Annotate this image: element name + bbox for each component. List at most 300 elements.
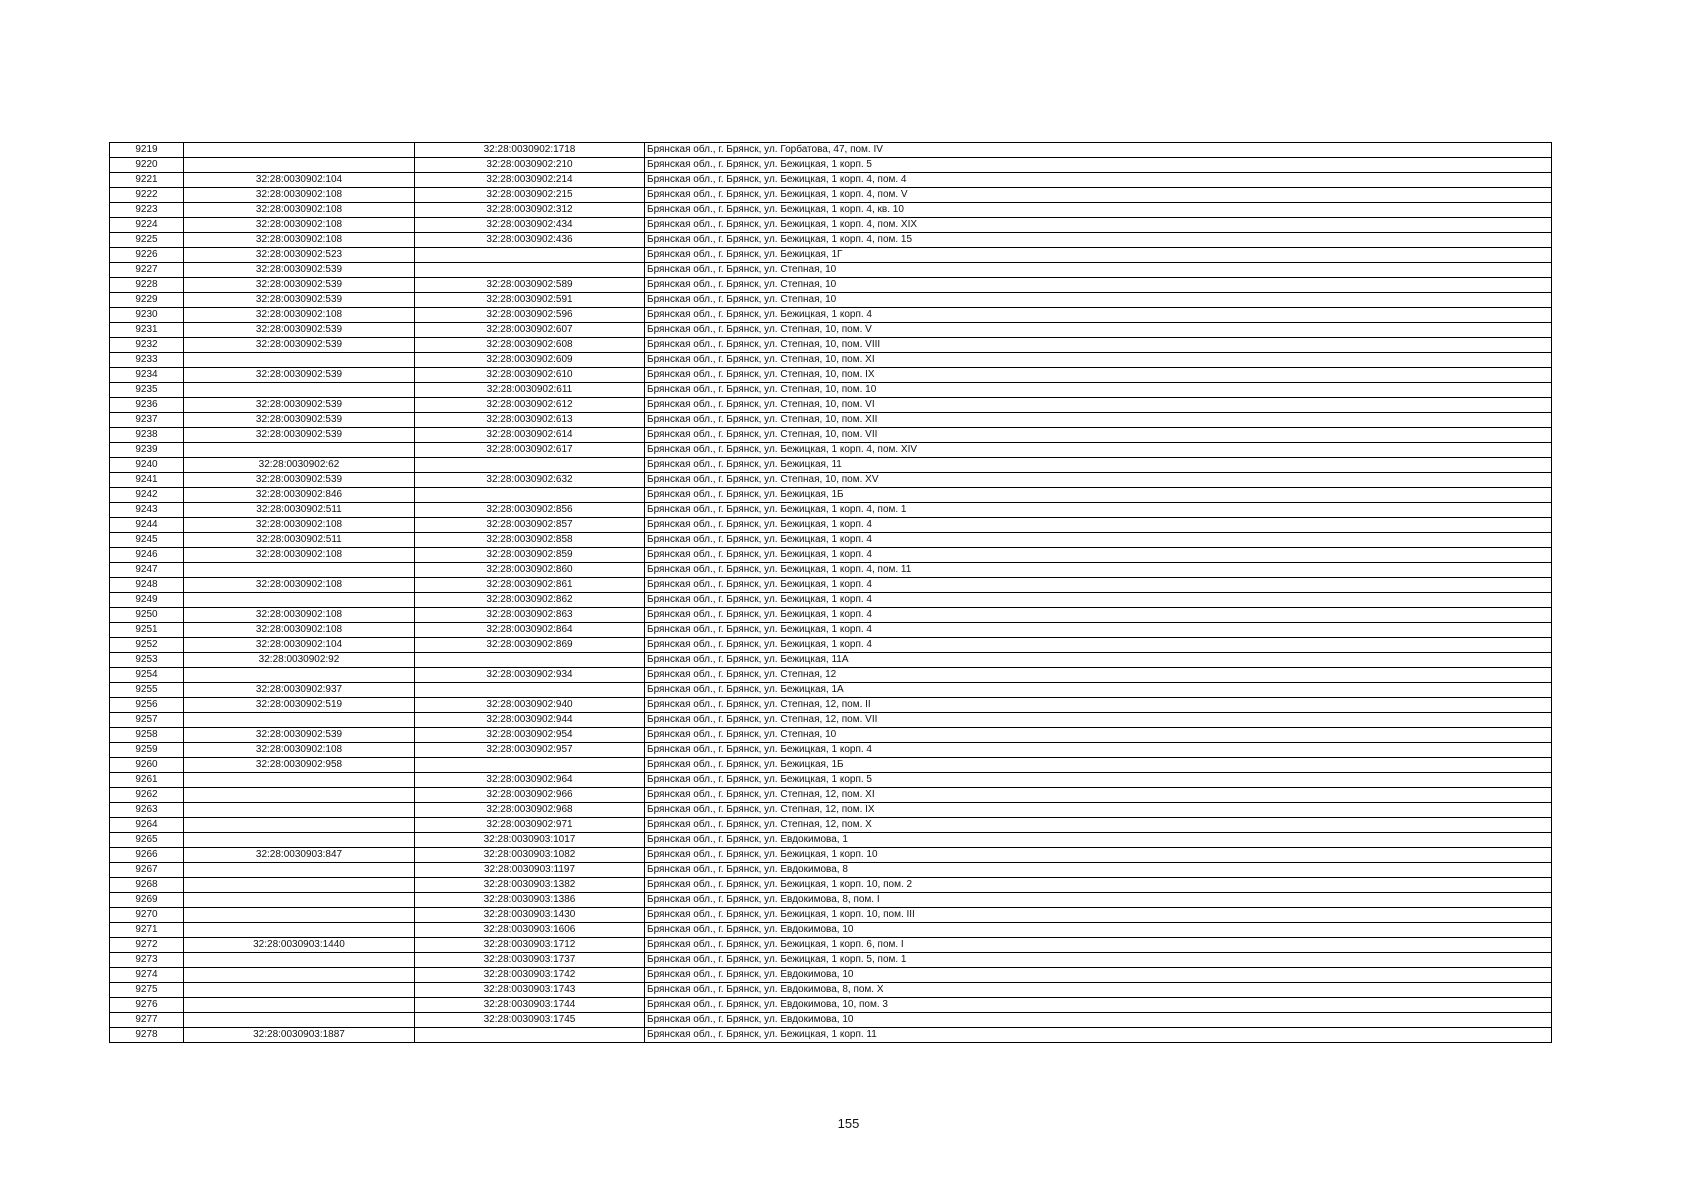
table-row — [110, 908, 1552, 923]
address-cell: Брянская обл., г. Брянск, ул. Бежицкая, 1 корп. 5 — [645, 773, 1552, 788]
address-cell: Брянская обл., г. Брянск, ул. Бежицкая, 1Б — [645, 758, 1552, 773]
cadastral-number-cell: 32:28:0030902:612 — [415, 398, 645, 413]
row-number-cell: 9240 — [110, 458, 184, 473]
address-cell: Брянская обл., г. Брянск, ул. Бежицкая, 1 корп. 10, пом. III — [645, 908, 1552, 923]
cadastral-number-cell: 32:28:0030902:436 — [415, 233, 645, 248]
row-number-cell: 9232 — [110, 338, 184, 353]
parent-cadastral-cell: 32:28:0030902:108 — [184, 308, 415, 323]
address-cell: Брянская обл., г. Брянск, ул. Евдокимова, 10, пом. 3 — [645, 998, 1552, 1013]
cadastral-number-cell: 32:28:0030902:609 — [415, 353, 645, 368]
table-row — [110, 278, 1552, 293]
cadastral-number-cell: 32:28:0030903:1017 — [415, 833, 645, 848]
cadastral-number-cell: 32:28:0030902:611 — [415, 383, 645, 398]
row-number-cell: 9248 — [110, 578, 184, 593]
row-number-cell: 9263 — [110, 803, 184, 818]
address-cell: Брянская обл., г. Брянск, ул. Бежицкая, 1 корп. 4 — [645, 533, 1552, 548]
table-row — [110, 293, 1552, 308]
table-body — [110, 143, 1552, 1043]
row-number-cell: 9254 — [110, 668, 184, 683]
table-row — [110, 878, 1552, 893]
cadastral-number-cell — [415, 758, 645, 773]
address-cell: Брянская обл., г. Брянск, ул. Бежицкая, 1 корп. 4, пом. 4 — [645, 173, 1552, 188]
row-number-cell: 9235 — [110, 383, 184, 398]
address-cell: Брянская обл., г. Брянск, ул. Степная, 12, пом. IX — [645, 803, 1552, 818]
table-row — [110, 953, 1552, 968]
address-cell: Брянская обл., г. Брянск, ул. Степная, 12 — [645, 668, 1552, 683]
table-row — [110, 533, 1552, 548]
parent-cadastral-cell — [184, 383, 415, 398]
address-cell: Брянская обл., г. Брянск, ул. Степная, 10, пом. XII — [645, 413, 1552, 428]
row-number-cell: 9244 — [110, 518, 184, 533]
cadastral-number-cell: 32:28:0030902:944 — [415, 713, 645, 728]
table-row — [110, 713, 1552, 728]
table-row — [110, 398, 1552, 413]
table-row — [110, 203, 1552, 218]
cadastral-number-cell: 32:28:0030902:632 — [415, 473, 645, 488]
table-row — [110, 353, 1552, 368]
cadastral-number-cell: 32:28:0030902:856 — [415, 503, 645, 518]
parent-cadastral-cell: 32:28:0030902:539 — [184, 473, 415, 488]
address-cell: Брянская обл., г. Брянск, ул. Степная, 12, пом. XI — [645, 788, 1552, 803]
parent-cadastral-cell: 32:28:0030902:539 — [184, 368, 415, 383]
row-number-cell: 9257 — [110, 713, 184, 728]
address-cell: Брянская обл., г. Брянск, ул. Степная, 12, пом. X — [645, 818, 1552, 833]
parent-cadastral-cell: 32:28:0030902:523 — [184, 248, 415, 263]
parent-cadastral-cell: 32:28:0030902:539 — [184, 263, 415, 278]
row-number-cell: 9242 — [110, 488, 184, 503]
table-row — [110, 743, 1552, 758]
parent-cadastral-cell — [184, 818, 415, 833]
parent-cadastral-cell: 32:28:0030902:511 — [184, 503, 415, 518]
cadastral-number-cell: 32:28:0030902:864 — [415, 623, 645, 638]
address-cell: Брянская обл., г. Брянск, ул. Степная, 12, пом. II — [645, 698, 1552, 713]
address-cell: Брянская обл., г. Брянск, ул. Бежицкая, 1 корп. 4 — [645, 608, 1552, 623]
address-cell: Брянская обл., г. Брянск, ул. Бежицкая, 1 корп. 11 — [645, 1028, 1552, 1043]
table-row — [110, 758, 1552, 773]
cadastral-number-cell: 32:28:0030903:1737 — [415, 953, 645, 968]
parent-cadastral-cell — [184, 908, 415, 923]
parent-cadastral-cell — [184, 443, 415, 458]
cadastral-number-cell: 32:28:0030902:608 — [415, 338, 645, 353]
row-number-cell: 9259 — [110, 743, 184, 758]
address-cell: Брянская обл., г. Брянск, ул. Бежицкая, 11А — [645, 653, 1552, 668]
table-row — [110, 503, 1552, 518]
parent-cadastral-cell — [184, 968, 415, 983]
row-number-cell: 9220 — [110, 158, 184, 173]
cadastral-number-cell: 32:28:0030902:940 — [415, 698, 645, 713]
table-row — [110, 668, 1552, 683]
row-number-cell: 9274 — [110, 968, 184, 983]
address-cell: Брянская обл., г. Брянск, ул. Бежицкая, 1 корп. 4, пом. V — [645, 188, 1552, 203]
parent-cadastral-cell: 32:28:0030902:104 — [184, 638, 415, 653]
table-row — [110, 263, 1552, 278]
table-row — [110, 923, 1552, 938]
cadastral-number-cell: 32:28:0030902:869 — [415, 638, 645, 653]
address-cell: Брянская обл., г. Брянск, ул. Бежицкая, 1 корп. 10, пом. 2 — [645, 878, 1552, 893]
cadastral-number-cell: 32:28:0030903:1386 — [415, 893, 645, 908]
table-row — [110, 938, 1552, 953]
address-cell: Брянская обл., г. Брянск, ул. Степная, 10, пом. IX — [645, 368, 1552, 383]
address-cell: Брянская обл., г. Брянск, ул. Степная, 10, пом. V — [645, 323, 1552, 338]
row-number-cell: 9245 — [110, 533, 184, 548]
address-cell: Брянская обл., г. Брянск, ул. Бежицкая, 1 корп. 5 — [645, 158, 1552, 173]
row-number-cell: 9237 — [110, 413, 184, 428]
cadastral-number-cell: 32:28:0030902:859 — [415, 548, 645, 563]
row-number-cell: 9260 — [110, 758, 184, 773]
parent-cadastral-cell — [184, 158, 415, 173]
row-number-cell: 9250 — [110, 608, 184, 623]
address-cell: Брянская обл., г. Брянск, ул. Бежицкая, 1 корп. 4, пом. XIX — [645, 218, 1552, 233]
row-number-cell: 9267 — [110, 863, 184, 878]
row-number-cell: 9262 — [110, 788, 184, 803]
parent-cadastral-cell: 32:28:0030902:108 — [184, 578, 415, 593]
cadastral-number-cell: 32:28:0030902:964 — [415, 773, 645, 788]
address-cell: Брянская обл., г. Брянск, ул. Евдокимова, 8, пом. X — [645, 983, 1552, 998]
table-row — [110, 1013, 1552, 1028]
cadastral-number-cell — [415, 458, 645, 473]
address-cell: Брянская обл., г. Брянск, ул. Евдокимова, 10 — [645, 923, 1552, 938]
cadastral-number-cell: 32:28:0030902:215 — [415, 188, 645, 203]
parent-cadastral-cell — [184, 668, 415, 683]
row-number-cell: 9255 — [110, 683, 184, 698]
table-row — [110, 188, 1552, 203]
cadastral-number-cell: 32:28:0030902:312 — [415, 203, 645, 218]
row-number-cell: 9222 — [110, 188, 184, 203]
page-number: 155 — [837, 1116, 860, 1131]
cadastral-number-cell: 32:28:0030902:589 — [415, 278, 645, 293]
table-row — [110, 383, 1552, 398]
cadastral-number-cell: 32:28:0030902:858 — [415, 533, 645, 548]
row-number-cell: 9275 — [110, 983, 184, 998]
cadastral-number-cell: 32:28:0030902:857 — [415, 518, 645, 533]
parent-cadastral-cell — [184, 593, 415, 608]
row-number-cell: 9233 — [110, 353, 184, 368]
address-cell: Брянская обл., г. Брянск, ул. Степная, 10, пом. XV — [645, 473, 1552, 488]
cadastral-number-cell: 32:28:0030902:863 — [415, 608, 645, 623]
row-number-cell: 9277 — [110, 1013, 184, 1028]
address-cell: Брянская обл., г. Брянск, ул. Степная, 10, пом. VII — [645, 428, 1552, 443]
table-row — [110, 413, 1552, 428]
parent-cadastral-cell: 32:28:0030902:92 — [184, 653, 415, 668]
row-number-cell: 9243 — [110, 503, 184, 518]
parent-cadastral-cell — [184, 1013, 415, 1028]
table-row — [110, 488, 1552, 503]
row-number-cell: 9219 — [110, 143, 184, 158]
table-row — [110, 248, 1552, 263]
row-number-cell: 9265 — [110, 833, 184, 848]
table-row — [110, 773, 1552, 788]
row-number-cell: 9236 — [110, 398, 184, 413]
row-number-cell: 9273 — [110, 953, 184, 968]
address-cell: Брянская обл., г. Брянск, ул. Степная, 10, пом. VIII — [645, 338, 1552, 353]
cadastral-number-cell: 32:28:0030902:617 — [415, 443, 645, 458]
parent-cadastral-cell — [184, 863, 415, 878]
address-cell: Брянская обл., г. Брянск, ул. Евдокимова, 10 — [645, 968, 1552, 983]
parent-cadastral-cell: 32:28:0030902:539 — [184, 338, 415, 353]
parent-cadastral-cell: 32:28:0030902:539 — [184, 413, 415, 428]
parent-cadastral-cell — [184, 878, 415, 893]
address-cell: Брянская обл., г. Брянск, ул. Евдокимова, 1 — [645, 833, 1552, 848]
address-cell: Брянская обл., г. Брянск, ул. Горбатова, 47, пом. IV — [645, 143, 1552, 158]
row-number-cell: 9231 — [110, 323, 184, 338]
parent-cadastral-cell: 32:28:0030903:1440 — [184, 938, 415, 953]
row-number-cell: 9269 — [110, 893, 184, 908]
cadastral-number-cell: 32:28:0030903:1742 — [415, 968, 645, 983]
parent-cadastral-cell: 32:28:0030902:539 — [184, 278, 415, 293]
row-number-cell: 9238 — [110, 428, 184, 443]
row-number-cell: 9278 — [110, 1028, 184, 1043]
parent-cadastral-cell — [184, 923, 415, 938]
address-cell: Брянская обл., г. Брянск, ул. Степная, 10, пом. XI — [645, 353, 1552, 368]
cadastral-number-cell: 32:28:0030902:954 — [415, 728, 645, 743]
row-number-cell: 9225 — [110, 233, 184, 248]
table-row — [110, 563, 1552, 578]
parent-cadastral-cell: 32:28:0030902:108 — [184, 743, 415, 758]
parent-cadastral-cell: 32:28:0030902:846 — [184, 488, 415, 503]
parent-cadastral-cell: 32:28:0030902:108 — [184, 623, 415, 638]
table-row — [110, 233, 1552, 248]
table-row — [110, 428, 1552, 443]
table-row — [110, 998, 1552, 1013]
table-row — [110, 653, 1552, 668]
row-number-cell: 9239 — [110, 443, 184, 458]
cadastral-number-cell: 32:28:0030902:613 — [415, 413, 645, 428]
parent-cadastral-cell — [184, 713, 415, 728]
address-cell: Брянская обл., г. Брянск, ул. Бежицкая, 1Б — [645, 488, 1552, 503]
cadastral-number-cell: 32:28:0030902:934 — [415, 668, 645, 683]
parent-cadastral-cell: 32:28:0030903:847 — [184, 848, 415, 863]
address-cell: Брянская обл., г. Брянск, ул. Бежицкая, 1 корп. 4 — [645, 743, 1552, 758]
address-cell: Брянская обл., г. Брянск, ул. Бежицкая, 1 корп. 4, пом. 11 — [645, 563, 1552, 578]
parent-cadastral-cell: 32:28:0030902:108 — [184, 608, 415, 623]
parent-cadastral-cell: 32:28:0030902:539 — [184, 398, 415, 413]
table-row — [110, 893, 1552, 908]
row-number-cell: 9229 — [110, 293, 184, 308]
table-row — [110, 608, 1552, 623]
address-cell: Брянская обл., г. Брянск, ул. Бежицкая, 1 корп. 4 — [645, 578, 1552, 593]
parent-cadastral-cell — [184, 803, 415, 818]
parent-cadastral-cell: 32:28:0030902:511 — [184, 533, 415, 548]
address-cell: Брянская обл., г. Брянск, ул. Бежицкая, 1А — [645, 683, 1552, 698]
parent-cadastral-cell — [184, 893, 415, 908]
table-row — [110, 833, 1552, 848]
address-cell: Брянская обл., г. Брянск, ул. Бежицкая, 1 корп. 4 — [645, 593, 1552, 608]
table-row — [110, 698, 1552, 713]
address-cell: Брянская обл., г. Брянск, ул. Евдокимова, 8 — [645, 863, 1552, 878]
address-cell: Брянская обл., г. Брянск, ул. Евдокимова, 10 — [645, 1013, 1552, 1028]
parent-cadastral-cell — [184, 563, 415, 578]
row-number-cell: 9271 — [110, 923, 184, 938]
row-number-cell: 9246 — [110, 548, 184, 563]
row-number-cell: 9276 — [110, 998, 184, 1013]
row-number-cell: 9247 — [110, 563, 184, 578]
row-number-cell: 9256 — [110, 698, 184, 713]
address-cell: Брянская обл., г. Брянск, ул. Бежицкая, 1 корп. 4 — [645, 623, 1552, 638]
row-number-cell: 9226 — [110, 248, 184, 263]
address-cell: Брянская обл., г. Брянск, ул. Бежицкая, 1 корп. 4, пом. 15 — [645, 233, 1552, 248]
address-cell: Брянская обл., г. Брянск, ул. Степная, 12, пом. VII — [645, 713, 1552, 728]
parent-cadastral-cell: 32:28:0030902:539 — [184, 728, 415, 743]
cadastral-number-cell: 32:28:0030902:591 — [415, 293, 645, 308]
parent-cadastral-cell: 32:28:0030902:104 — [184, 173, 415, 188]
row-number-cell: 9258 — [110, 728, 184, 743]
table-row — [110, 173, 1552, 188]
row-number-cell: 9227 — [110, 263, 184, 278]
cadastral-number-cell — [415, 1028, 645, 1043]
row-number-cell: 9224 — [110, 218, 184, 233]
address-cell: Брянская обл., г. Брянск, ул. Степная, 10 — [645, 263, 1552, 278]
address-cell: Брянская обл., г. Брянск, ул. Бежицкая, 11 — [645, 458, 1552, 473]
table-row — [110, 1028, 1552, 1043]
cadastral-number-cell: 32:28:0030902:957 — [415, 743, 645, 758]
address-cell: Брянская обл., г. Брянск, ул. Бежицкая, 1 корп. 4, пом. 1 — [645, 503, 1552, 518]
table-row — [110, 308, 1552, 323]
table-row — [110, 803, 1552, 818]
table-row — [110, 518, 1552, 533]
row-number-cell: 9270 — [110, 908, 184, 923]
address-cell: Брянская обл., г. Брянск, ул. Степная, 10 — [645, 278, 1552, 293]
parent-cadastral-cell: 32:28:0030902:937 — [184, 683, 415, 698]
cadastral-number-cell: 32:28:0030902:607 — [415, 323, 645, 338]
cadastral-number-cell: 32:28:0030903:1197 — [415, 863, 645, 878]
address-cell: Брянская обл., г. Брянск, ул. Степная, 10 — [645, 293, 1552, 308]
table-row — [110, 818, 1552, 833]
address-cell: Брянская обл., г. Брянск, ул. Бежицкая, 1 корп. 10 — [645, 848, 1552, 863]
parent-cadastral-cell — [184, 833, 415, 848]
table-row — [110, 788, 1552, 803]
cadastral-number-cell: 32:28:0030903:1743 — [415, 983, 645, 998]
parent-cadastral-cell — [184, 788, 415, 803]
table-row — [110, 683, 1552, 698]
address-cell: Брянская обл., г. Брянск, ул. Бежицкая, 1 корп. 4 — [645, 638, 1552, 653]
table-row — [110, 863, 1552, 878]
address-cell: Брянская обл., г. Брянск, ул. Бежицкая, 1 корп. 4, пом. XIV — [645, 443, 1552, 458]
cadastral-number-cell: 32:28:0030902:1718 — [415, 143, 645, 158]
cadastral-number-cell: 32:28:0030903:1082 — [415, 848, 645, 863]
table-row — [110, 848, 1552, 863]
parent-cadastral-cell — [184, 353, 415, 368]
parent-cadastral-cell — [184, 143, 415, 158]
cadastral-number-cell: 32:28:0030902:861 — [415, 578, 645, 593]
table-row — [110, 458, 1552, 473]
address-cell: Брянская обл., г. Брянск, ул. Евдокимова, 8, пом. I — [645, 893, 1552, 908]
row-number-cell: 9261 — [110, 773, 184, 788]
parent-cadastral-cell — [184, 953, 415, 968]
cadastral-number-cell: 32:28:0030902:610 — [415, 368, 645, 383]
table-row — [110, 593, 1552, 608]
row-number-cell: 9272 — [110, 938, 184, 953]
parent-cadastral-cell — [184, 998, 415, 1013]
cadastral-number-cell: 32:28:0030902:210 — [415, 158, 645, 173]
parent-cadastral-cell: 32:28:0030902:108 — [184, 233, 415, 248]
cadastral-number-cell: 32:28:0030903:1712 — [415, 938, 645, 953]
address-cell: Брянская обл., г. Брянск, ул. Бежицкая, 1 корп. 4 — [645, 518, 1552, 533]
table-row — [110, 968, 1552, 983]
cadastral-table — [109, 142, 1552, 1043]
address-cell: Брянская обл., г. Брянск, ул. Бежицкая, 1 корп. 4 — [645, 308, 1552, 323]
parent-cadastral-cell: 32:28:0030902:539 — [184, 428, 415, 443]
row-number-cell: 9234 — [110, 368, 184, 383]
cadastral-number-cell — [415, 488, 645, 503]
cadastral-number-cell: 32:28:0030902:966 — [415, 788, 645, 803]
cadastral-number-cell: 32:28:0030902:968 — [415, 803, 645, 818]
row-number-cell: 9230 — [110, 308, 184, 323]
table-row — [110, 368, 1552, 383]
cadastral-number-cell — [415, 653, 645, 668]
parent-cadastral-cell: 32:28:0030902:108 — [184, 548, 415, 563]
table-row — [110, 983, 1552, 998]
address-cell: Брянская обл., г. Брянск, ул. Бежицкая, 1 корп. 4 — [645, 548, 1552, 563]
table-row — [110, 158, 1552, 173]
cadastral-number-cell: 32:28:0030902:971 — [415, 818, 645, 833]
table-row — [110, 548, 1552, 563]
cadastral-number-cell: 32:28:0030903:1430 — [415, 908, 645, 923]
cadastral-number-cell: 32:28:0030902:614 — [415, 428, 645, 443]
address-cell: Брянская обл., г. Брянск, ул. Степная, 10, пом. 10 — [645, 383, 1552, 398]
address-cell: Брянская обл., г. Брянск, ул. Бежицкая, 1 корп. 4, кв. 10 — [645, 203, 1552, 218]
row-number-cell: 9249 — [110, 593, 184, 608]
table-row — [110, 638, 1552, 653]
row-number-cell: 9264 — [110, 818, 184, 833]
cadastral-number-cell: 32:28:0030903:1606 — [415, 923, 645, 938]
table-row — [110, 323, 1552, 338]
row-number-cell: 9251 — [110, 623, 184, 638]
address-cell: Брянская обл., г. Брянск, ул. Бежицкая, 1 корп. 6, пом. I — [645, 938, 1552, 953]
parent-cadastral-cell — [184, 983, 415, 998]
cadastral-number-cell: 32:28:0030902:596 — [415, 308, 645, 323]
table-row — [110, 578, 1552, 593]
parent-cadastral-cell: 32:28:0030902:62 — [184, 458, 415, 473]
parent-cadastral-cell: 32:28:0030902:108 — [184, 188, 415, 203]
table-row — [110, 473, 1552, 488]
parent-cadastral-cell: 32:28:0030902:958 — [184, 758, 415, 773]
parent-cadastral-cell: 32:28:0030902:108 — [184, 218, 415, 233]
table-row — [110, 143, 1552, 158]
cadastral-number-cell — [415, 248, 645, 263]
row-number-cell: 9253 — [110, 653, 184, 668]
row-number-cell: 9266 — [110, 848, 184, 863]
cadastral-number-cell: 32:28:0030903:1382 — [415, 878, 645, 893]
parent-cadastral-cell: 32:28:0030903:1887 — [184, 1028, 415, 1043]
cadastral-number-cell: 32:28:0030902:214 — [415, 173, 645, 188]
parent-cadastral-cell: 32:28:0030902:519 — [184, 698, 415, 713]
parent-cadastral-cell: 32:28:0030902:108 — [184, 203, 415, 218]
address-cell: Брянская обл., г. Брянск, ул. Степная, 10, пом. VI — [645, 398, 1552, 413]
row-number-cell: 9223 — [110, 203, 184, 218]
parent-cadastral-cell: 32:28:0030902:108 — [184, 518, 415, 533]
row-number-cell: 9221 — [110, 173, 184, 188]
cadastral-number-cell: 32:28:0030903:1745 — [415, 1013, 645, 1028]
address-cell: Брянская обл., г. Брянск, ул. Бежицкая, 1Г — [645, 248, 1552, 263]
row-number-cell: 9252 — [110, 638, 184, 653]
cadastral-number-cell — [415, 683, 645, 698]
parent-cadastral-cell: 32:28:0030902:539 — [184, 323, 415, 338]
cadastral-number-cell: 32:28:0030902:862 — [415, 593, 645, 608]
cadastral-number-cell: 32:28:0030902:434 — [415, 218, 645, 233]
address-cell: Брянская обл., г. Брянск, ул. Бежицкая, 1 корп. 5, пом. 1 — [645, 953, 1552, 968]
row-number-cell: 9241 — [110, 473, 184, 488]
parent-cadastral-cell: 32:28:0030902:539 — [184, 293, 415, 308]
row-number-cell: 9228 — [110, 278, 184, 293]
address-cell: Брянская обл., г. Брянск, ул. Степная, 10 — [645, 728, 1552, 743]
table-row — [110, 338, 1552, 353]
cadastral-number-cell: 32:28:0030902:860 — [415, 563, 645, 578]
table-row — [110, 623, 1552, 638]
row-number-cell: 9268 — [110, 878, 184, 893]
table-row — [110, 218, 1552, 233]
parent-cadastral-cell — [184, 773, 415, 788]
table-row — [110, 443, 1552, 458]
